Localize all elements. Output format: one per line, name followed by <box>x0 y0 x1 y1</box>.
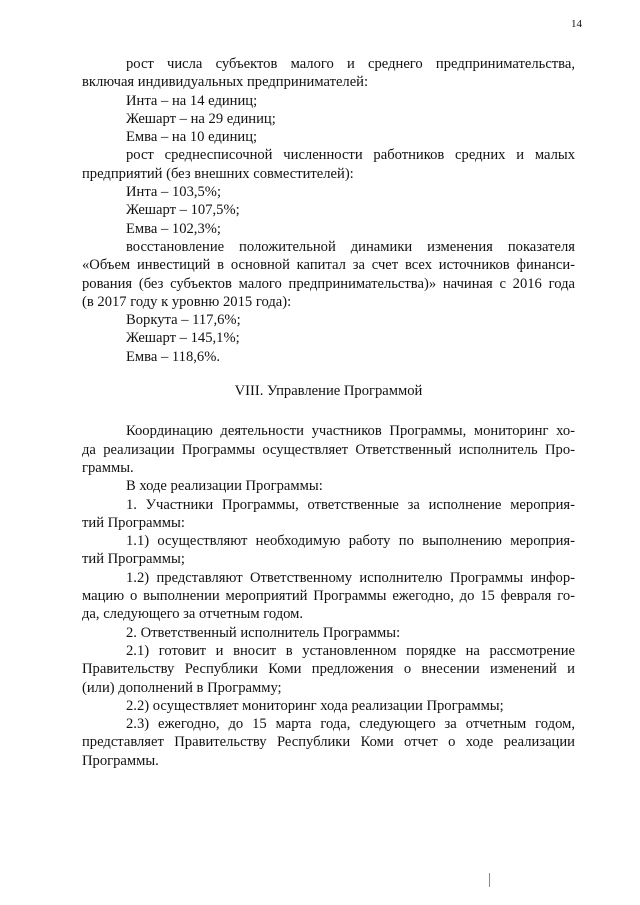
list-item: Емва – 102,3%; <box>126 220 221 237</box>
list-item: Емва – 118,6%. <box>126 348 221 365</box>
text-line: мацию о выполнении мероприятий Программы ежегодно, до 15 февраля го- <box>82 588 575 605</box>
list-item: Жешарт – 107,5%; <box>126 202 240 219</box>
text-line: включая индивидуальных предпринимателей: <box>82 74 369 91</box>
text-line: 1.1) осуществляют необходимую работу по выполнению мероприя- <box>126 533 575 550</box>
text-line: рост среднесписочной численности работников средних и малых <box>126 147 575 164</box>
list-item: Инта – 103,5%; <box>126 184 222 201</box>
text-line: да реализации Программы осуществляет Ответственный исполнитель Про- <box>82 441 575 458</box>
text-line: 2.2) осуществляет мониторинг хода реализации Программы; <box>126 697 504 714</box>
scan-edge-mark <box>489 873 490 887</box>
section-heading: VIII. Управление Программой <box>234 383 423 400</box>
text-line: 2.3) ежегодно, до 15 марта года, следующего за отчетным годом, <box>126 716 575 733</box>
text-line: граммы. <box>82 459 134 476</box>
text-line: Координацию деятельности участников Программы, мониторинг хо- <box>126 423 575 440</box>
text-line: рования (без субъектов малого предпринимательства)» начиная с 2016 года <box>82 275 575 292</box>
text-line: восстановление положительной динамики изменения показателя <box>126 238 575 255</box>
text-line: 1.2) представляют Ответственному исполнителю Программы инфор- <box>126 569 575 586</box>
list-item: Емва – на 10 единиц; <box>126 129 258 146</box>
text-line: Программы. <box>82 752 159 769</box>
document-body <box>82 55 575 770</box>
text-line: (или) дополнений в Программу; <box>82 679 282 696</box>
text-line: Правительству Республики Коми предложения о внесении изменений и <box>82 661 575 678</box>
list-item: Жешарт – 145,1%; <box>126 330 240 347</box>
text-line: тий Программы: <box>82 514 185 531</box>
text-line: тий Программы; <box>82 551 185 568</box>
text-line: 2.1) готовит и вносит в установленном порядке на рассмотрение <box>126 642 575 659</box>
list-item: Воркута – 117,6%; <box>126 312 241 329</box>
text-line: (в 2017 году к уровню 2015 года): <box>82 293 292 310</box>
list-item: Жешарт – на 29 единиц; <box>126 110 276 127</box>
text-line: В ходе реализации Программы: <box>126 478 323 495</box>
text-line: представляет Правительству Республики Коми отчет о ходе реализации <box>82 734 575 751</box>
text-line: 2. Ответственный исполнитель Программы: <box>126 624 401 641</box>
text-line: «Объем инвестиций в основной капитал за счет всех источников финанси- <box>82 257 575 274</box>
list-item: Инта – на 14 единиц; <box>126 92 258 109</box>
text-line: да, следующего за отчетным годом. <box>82 606 304 623</box>
text-line: 1. Участники Программы, ответственные за исполнение мероприя- <box>126 496 575 513</box>
text-line: предприятий (без внешних совместителей): <box>82 165 354 182</box>
text-line: рост числа субъектов малого и среднего предпринимательства, <box>126 56 575 72</box>
page-number: 14 <box>571 18 582 30</box>
